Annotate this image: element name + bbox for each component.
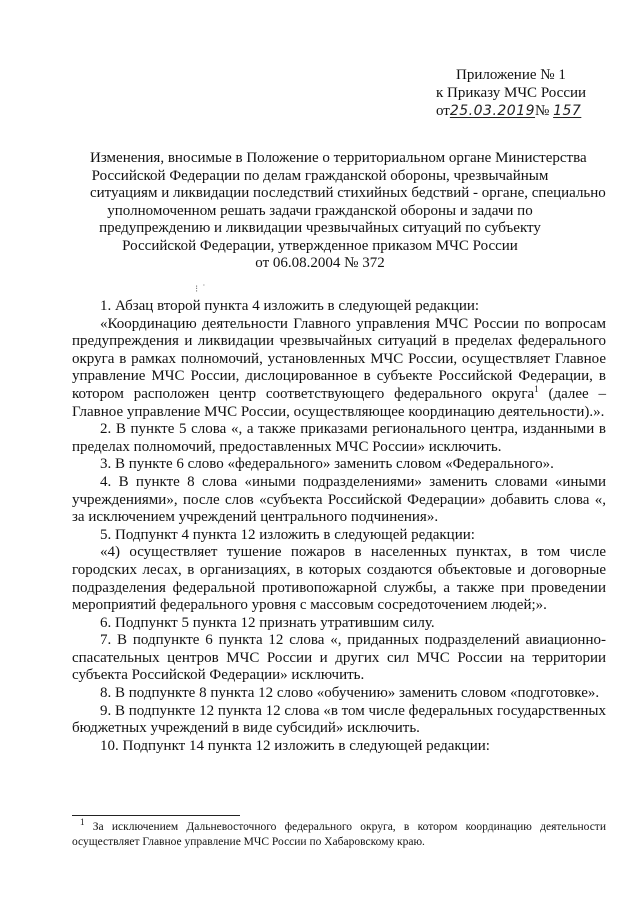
paragraph-2-tail: (далее – Главное управление МЧС России, осуществляющее координацию деятельности).». (72, 385, 607, 420)
title-line: предупреждению и ликвидации чрезвычайных ситуаций по субъекту (99, 220, 541, 236)
number-prefix: № (535, 103, 550, 119)
paragraph-1: 1. Абзац второй пункта 4 изложить в следующей редакции: (100, 298, 480, 314)
footnote-divider (72, 815, 240, 816)
paragraph-7: «4) осуществляет тушение пожаров в населенных пунктах, в том числе городских лесах, в организациях, в которых создаются объектовые и договорные подразделения федеральной противопожарной службы, а также при проведении мероприятий федерального уровня с массовым сосредоточением людей;». (72, 544, 606, 614)
footnote (72, 817, 606, 850)
paragraph-6: 5. Подпункт 4 пункта 12 изложить в следующей редакции: (100, 526, 475, 543)
paragraph-2 (72, 316, 606, 422)
paragraph-11: 9. В подпункте 12 пункта 12 слова «в том числе федеральных государственных бюджетных учреждений в виде субсидий» исключить. (72, 702, 606, 737)
appendix-header (436, 66, 626, 120)
paragraph-10: 8. В подпункте 8 пункта 12 слово «обучению» заменить словом «подготовке». (100, 685, 600, 702)
scan-specks: ⁝ ˙ (195, 284, 207, 295)
paragraph-4: 3. В пункте 6 слово «федерального» заменить словом «Федерального». (100, 456, 554, 473)
title-line: Российской Федерации по делам гражданской обороны, чрезвычайным (91, 167, 549, 184)
footnote-reference: 1 (534, 383, 539, 394)
title-line: ситуациям и ликвидации последствий стихийных бедствий - органе, специально (90, 185, 606, 201)
document-body (72, 298, 606, 755)
paragraph-9: 7. В подпункте 6 пункта 12 слова «, приданных подразделений авиационно-спасательных центров МЧС России и других сил МЧС России на территории субъекта Российской Федерации» исключить. (72, 632, 606, 684)
appendix-date-line (436, 102, 626, 120)
document-title (90, 150, 606, 273)
paragraph-12: 10. Подпункт 14 пункта 12 изложить в следующей редакции: (100, 737, 490, 754)
date-prefix: от (436, 103, 450, 119)
handwritten-date: 25.03.2019 (449, 103, 536, 119)
title-line: Изменения, вносимые в Положение о территориальном органе Министерства (90, 150, 587, 166)
title-line: Российской Федерации, утвержденное приказом МЧС России (122, 237, 518, 254)
footnote-mark: 1 (80, 817, 85, 828)
title-line: от 06.08.2004 № 372 (255, 255, 385, 271)
footnote-text: За исключением Дальневосточного федерального округа, в котором координацию деятельности осуществляет Главное управление МЧС России по Хабаровскому краю. (72, 821, 606, 848)
paragraph-5: 4. В пункте 8 слова «иными подразделениями» заменить словами «иными учреждениями», после слов «субъекта Российской Федерации» добавить слова «, за исключением учреждений центрального подчинения». (72, 473, 606, 526)
appendix-number: Приложение № 1 (456, 67, 566, 83)
appendix-order-reference: к Приказу МЧС России (436, 85, 587, 101)
paragraph-3: 2. В пункте 5 слова «, а также приказами регионального центра, изданными в пределах полномочий, предоставленных МЧС России» исключить. (72, 421, 606, 455)
handwritten-number: 157 (553, 103, 582, 119)
paragraph-2-text: «Координацию деятельности Главного управления МЧС России по вопросам предупреждения и ликвидации чрезвычайных ситуаций в пределах федерального округа в рамках полномочий, установленных МЧС России, осуществляет Главное управление МЧС России, дислоцированное в субъекте Российской Федерации, в котором расположен центр соответствующего федерального округа (72, 315, 606, 402)
paragraph-8: 6. Подпункт 5 пункта 12 признать утратившим силу. (100, 614, 435, 631)
title-line: уполномоченном решать задачи гражданской обороны и задачи по (107, 202, 533, 219)
